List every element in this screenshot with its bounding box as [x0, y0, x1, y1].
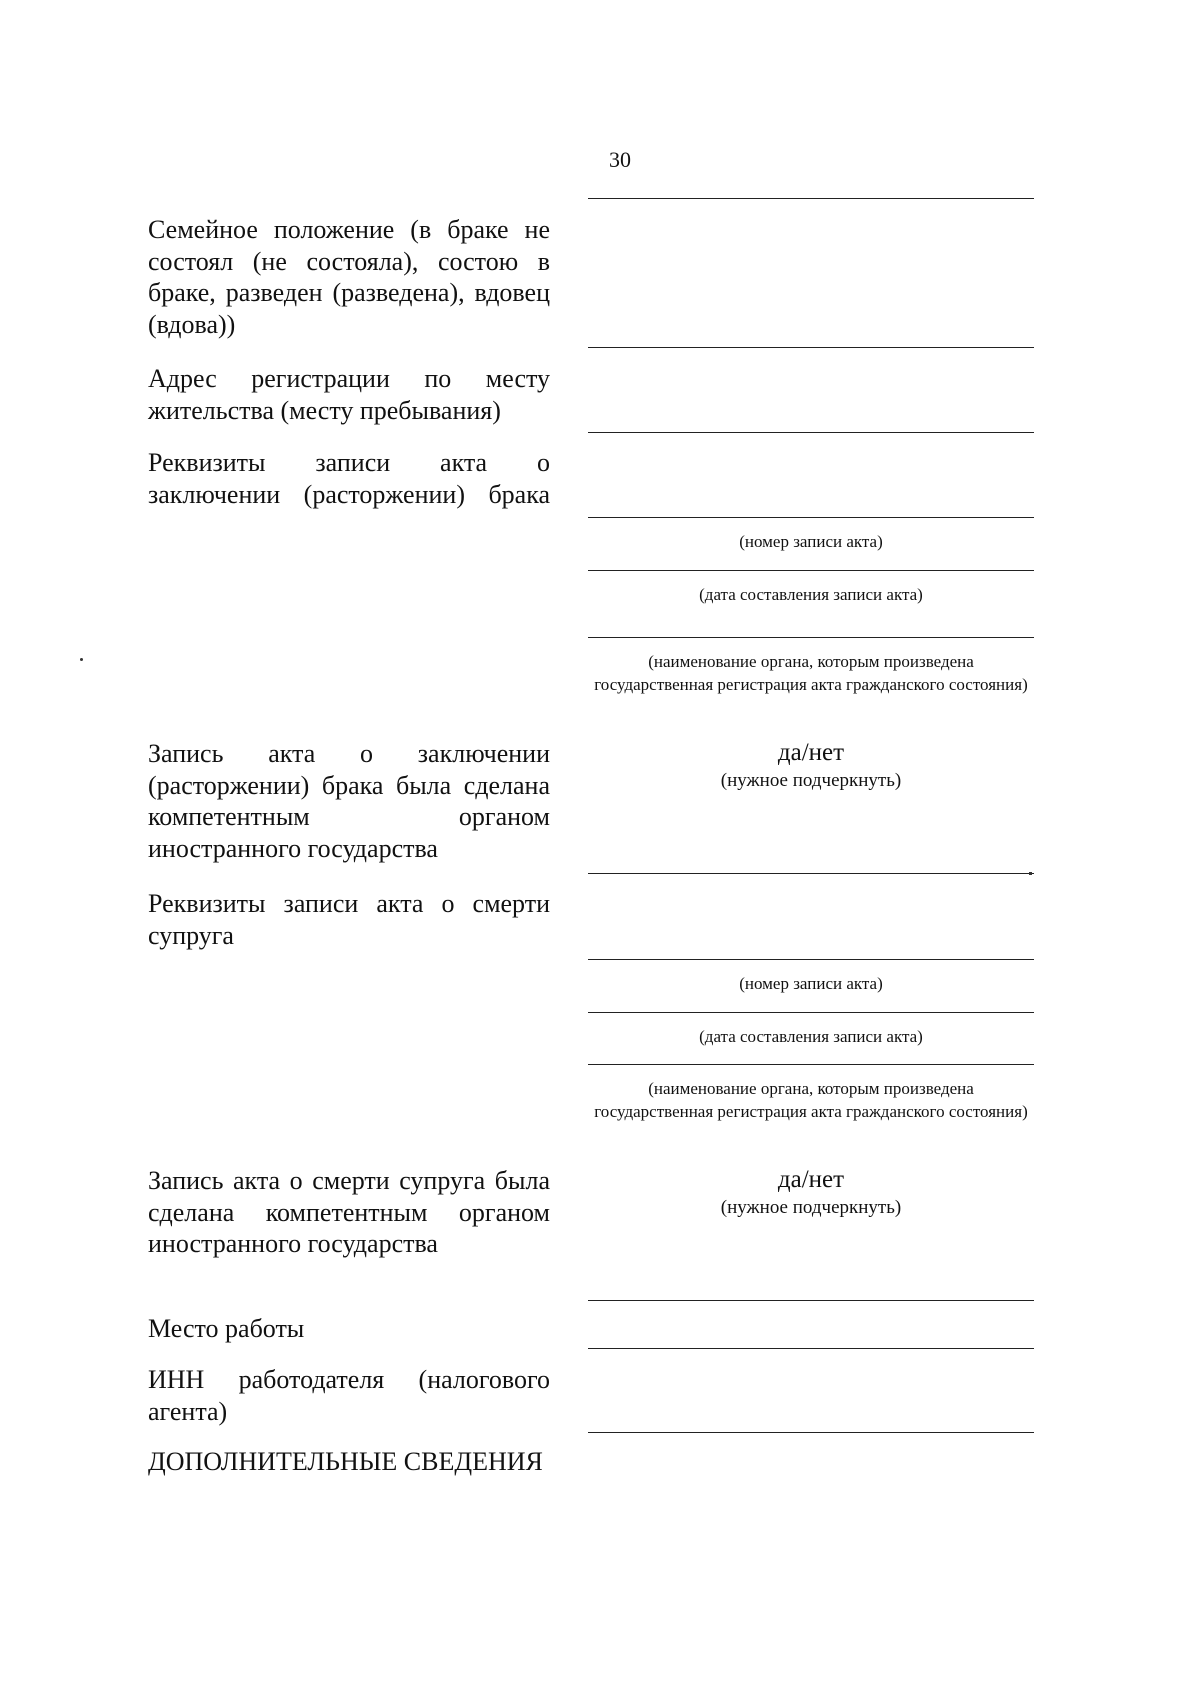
- spouse-death-record-number-line[interactable]: [588, 959, 1034, 960]
- spouse-death-record-number-caption: (номер записи акта): [739, 974, 883, 993]
- spouse-death-record-foreign-yes-no[interactable]: да/нет: [777, 1166, 845, 1193]
- registration-address-label: Адрес регистрации по месту жительства (месту пребывания): [148, 364, 550, 425]
- spouse-death-record-foreign-label: Запись акта о смерти супруга была сделана компетентным органом иностранного государства: [148, 1166, 550, 1258]
- marriage-record-details-label: Реквизиты записи акта о заключении (расторжении) брака: [148, 448, 550, 509]
- marriage-record-foreign-label: Запись акта о заключении (расторжении) брака была сделана компетентным органом иностранного государства: [148, 739, 550, 863]
- stray-tick-mark: [1029, 872, 1032, 875]
- employer-inn-label: ИНН работодателя (налогового агента): [148, 1365, 550, 1426]
- marriage-record-number-line[interactable]: [588, 517, 1034, 518]
- spouse-death-record-details-label: Реквизиты записи акта о смерти супруга: [148, 889, 550, 950]
- marital-status-answer-line[interactable]: [588, 347, 1034, 348]
- spouse-death-record-body-line[interactable]: [588, 1064, 1034, 1065]
- marriage-record-body-caption: (наименование органа, которым произведена государственная регистрация акта гражданского состояния): [594, 652, 1028, 694]
- spouse-death-record-foreign-bottom-line: [588, 1300, 1034, 1301]
- additional-info-heading: ДОПОЛНИТЕЛЬНЫЕ СВЕДЕНИЯ: [148, 1447, 543, 1476]
- stray-dot-mark: [80, 658, 83, 661]
- marriage-record-date-caption: (дата составления записи акта): [699, 585, 923, 604]
- spouse-death-record-body-caption: (наименование органа, которым произведена государственная регистрация акта гражданского состояния): [594, 1079, 1028, 1121]
- spouse-death-record-date-line[interactable]: [588, 1012, 1034, 1013]
- marriage-record-foreign-bottom-line: [588, 873, 1034, 874]
- page-number: 30: [609, 147, 631, 172]
- marriage-record-date-line[interactable]: [588, 570, 1034, 571]
- marital-status-top-line: [588, 198, 1034, 199]
- workplace-label: Место работы: [148, 1314, 305, 1343]
- registration-address-answer-line[interactable]: [588, 432, 1034, 433]
- spouse-death-record-date-caption: (дата составления записи акта): [699, 1027, 923, 1046]
- marriage-record-foreign-yes-no[interactable]: да/нет: [777, 739, 845, 766]
- marriage-record-foreign-hint: (нужное подчеркнуть): [720, 770, 902, 791]
- marital-status-label: Семейное положение (в браке не состоял (не состояла), состою в браке, разведен (разведена), вдовец (вдова)): [148, 215, 550, 339]
- employer-inn-answer-line[interactable]: [588, 1432, 1034, 1433]
- marriage-record-body-line[interactable]: [588, 637, 1034, 638]
- marriage-record-number-caption: (номер записи акта): [739, 532, 883, 551]
- workplace-answer-line[interactable]: [588, 1348, 1034, 1349]
- spouse-death-record-foreign-hint: (нужное подчеркнуть): [720, 1197, 902, 1218]
